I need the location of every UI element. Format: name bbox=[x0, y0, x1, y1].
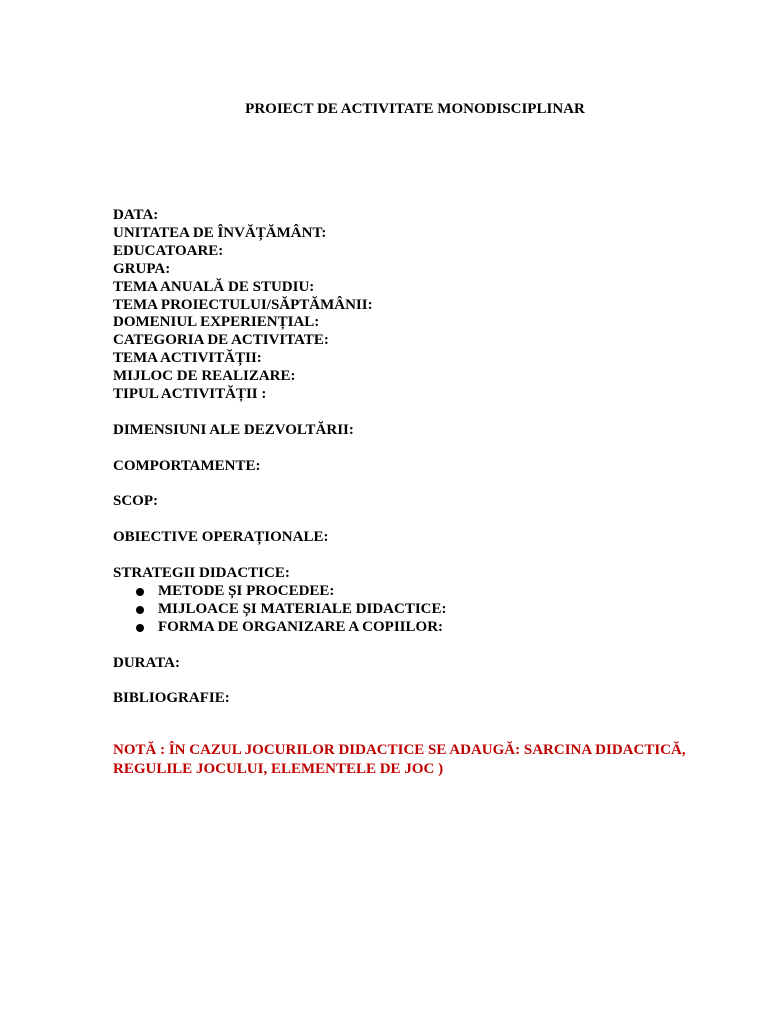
spacer bbox=[113, 404, 733, 422]
bullet-icon bbox=[136, 588, 144, 596]
spacer bbox=[113, 637, 733, 655]
strategii-list bbox=[113, 583, 733, 637]
field-durata: DURATA: bbox=[113, 654, 180, 671]
spacer bbox=[113, 476, 733, 494]
field-tema-anuala: TEMA ANUALĂ DE STUDIU: bbox=[113, 278, 315, 295]
note-line-1: NOTĂ : ÎN CAZUL JOCURILOR DIDACTICE SE ADAUGĂ: SARCINA DIDACTICĂ, bbox=[113, 742, 686, 758]
list-item-label: METODE ȘI PROCEDEE: bbox=[158, 582, 335, 599]
field-tipul: TIPUL ACTIVITĂȚII : bbox=[113, 386, 267, 403]
field-scop: SCOP: bbox=[113, 493, 158, 510]
list-item-label: MIJLOACE ȘI MATERIALE DIDACTICE: bbox=[158, 600, 447, 617]
list-item bbox=[113, 619, 733, 637]
spacer bbox=[113, 547, 733, 565]
field-unitatea: UNITATEA DE ÎNVĂȚĂMÂNT: bbox=[113, 224, 327, 241]
list-item-label: FORMA DE ORGANIZARE A COPIILOR: bbox=[158, 618, 444, 635]
field-tema-proiectului: TEMA PROIECTULUI/SĂPTĂMÂNII: bbox=[113, 296, 373, 313]
document-body bbox=[113, 207, 733, 708]
field-mijloc: MIJLOC DE REALIZARE: bbox=[113, 368, 296, 385]
field-obiective: OBIECTIVE OPERAȚIONALE: bbox=[113, 529, 329, 546]
spacer bbox=[113, 511, 733, 529]
field-tema-activitatii: TEMA ACTIVITĂȚII: bbox=[113, 350, 262, 367]
field-grupa: GRUPA: bbox=[113, 260, 171, 277]
note-block bbox=[113, 741, 713, 778]
field-bibliografie: BIBLIOGRAFIE: bbox=[113, 690, 230, 707]
bullet-icon bbox=[136, 606, 144, 614]
document-title: PROIECT DE ACTIVITATE MONODISCIPLINAR bbox=[245, 101, 585, 117]
field-domeniul: DOMENIUL EXPERIENȚIAL: bbox=[113, 314, 320, 331]
note-line-2: REGULILE JOCULUI, ELEMENTELE DE JOC ) bbox=[113, 760, 444, 777]
list-item bbox=[113, 601, 733, 619]
field-comportamente: COMPORTAMENTE: bbox=[113, 457, 261, 474]
spacer bbox=[113, 672, 733, 690]
field-educatoare: EDUCATOARE: bbox=[113, 242, 224, 259]
field-categoria: CATEGORIA DE ACTIVITATE: bbox=[113, 332, 329, 349]
spacer bbox=[113, 440, 733, 458]
bullet-icon bbox=[136, 624, 144, 632]
list-item bbox=[113, 583, 733, 601]
field-data: DATA: bbox=[113, 207, 159, 223]
field-dimensiuni: DIMENSIUNI ALE DEZVOLTĂRII: bbox=[113, 421, 354, 438]
field-strategii: STRATEGII DIDACTICE: bbox=[113, 565, 290, 582]
